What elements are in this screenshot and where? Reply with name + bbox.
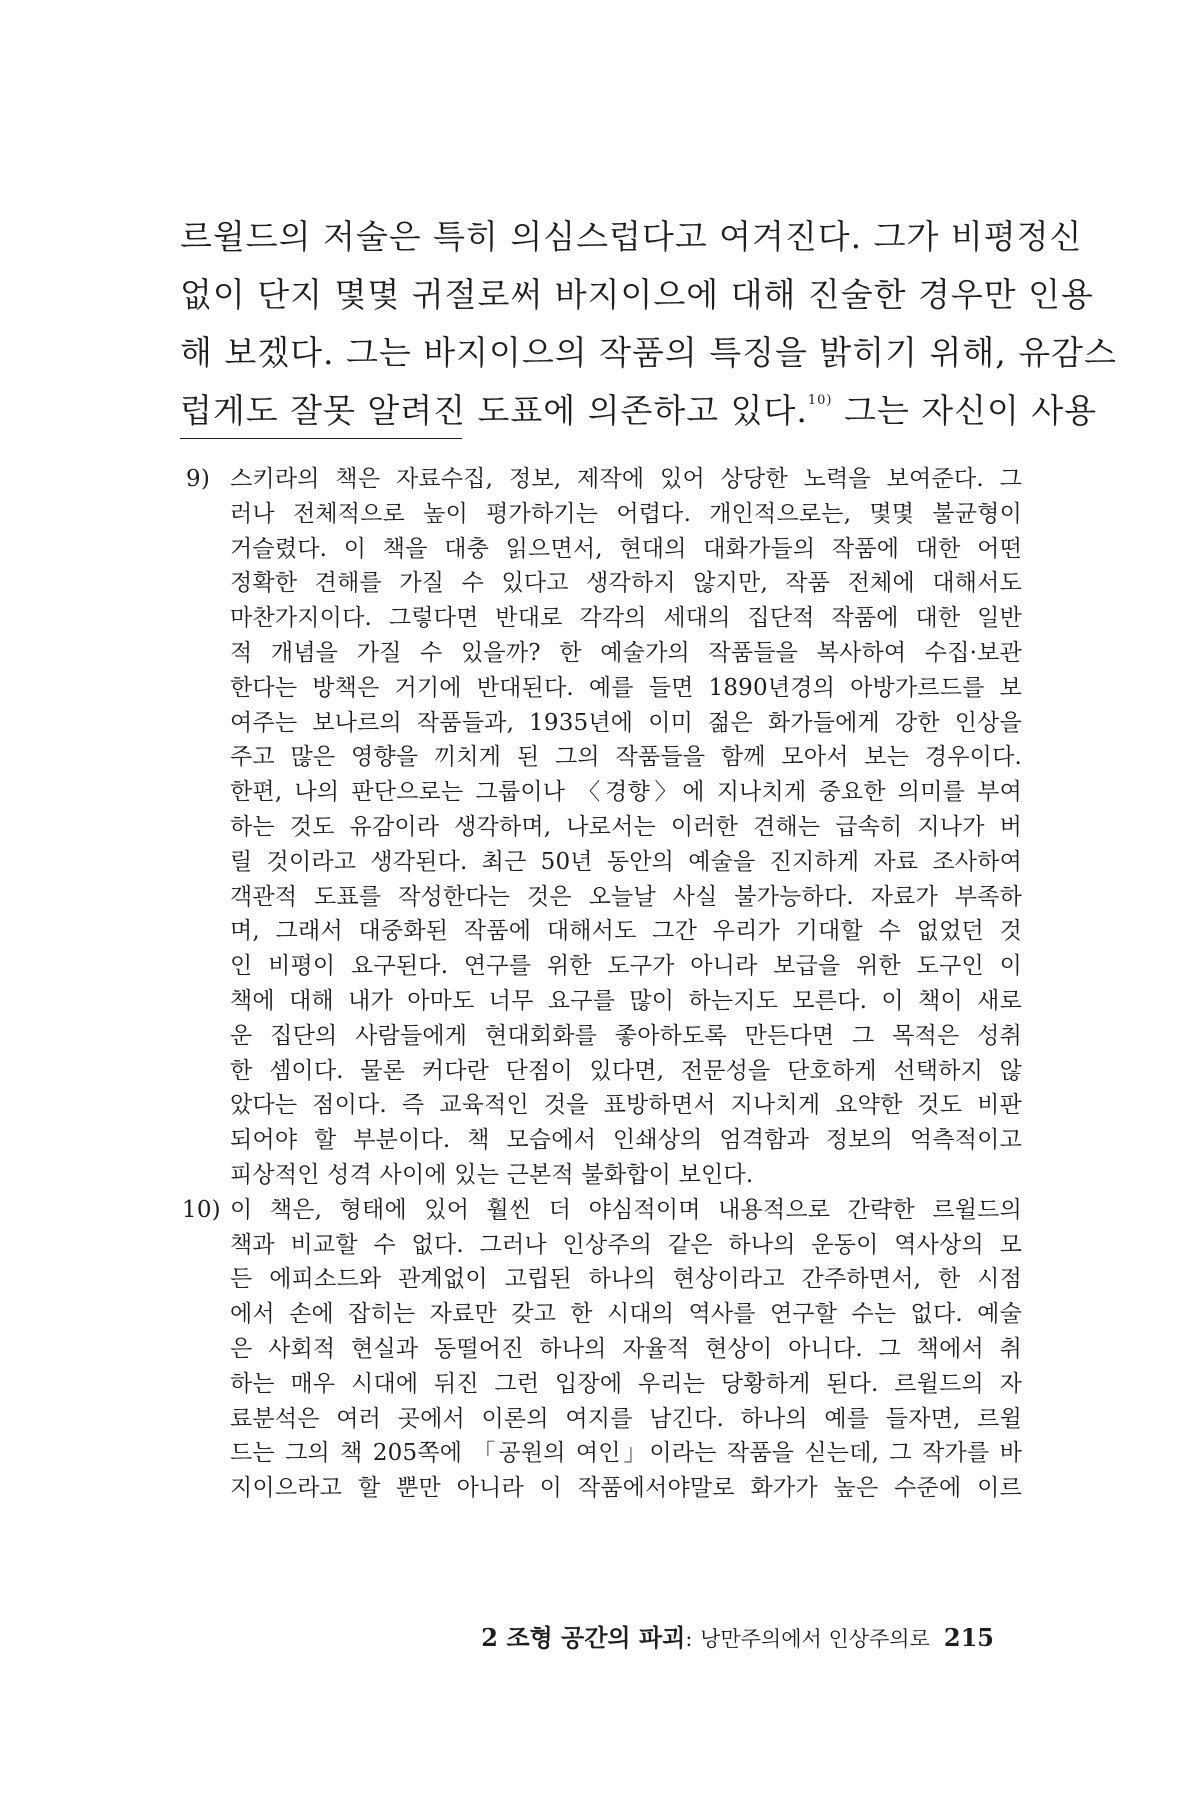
footnote-line: 지이으라고 할 뿐만 아니라 이 작품에서야말로 화가가 높은 수준에 이르 (230, 1475, 1022, 1502)
body-line: 르윌드의 저술은 특히 의심스럽다고 여겨진다. 그가 비평정신 (180, 217, 1083, 256)
footnote-line: 인 비평이 요구된다. 연구를 위한 도구가 아니라 보급을 위한 도구인 이 (230, 953, 1022, 980)
footnote-line: 피상적인 성격 사이에 있는 근본적 불화합이 보인다. (230, 1161, 754, 1188)
footnote-9 (186, 462, 1022, 1193)
footnote-line: 드는 그의 책 205쪽에 「공원의 여인」이라는 작품을 싣는데, 그 작가를 바 (230, 1440, 1022, 1467)
footnote-line: 책과 비교할 수 없다. 그러나 인상주의 같은 하나의 운동이 역사상의 모 (230, 1231, 1022, 1258)
footnote-line: 스키라의 책은 자료수집, 정보, 제작에 있어 상당한 노력을 보여준다. 그 (230, 466, 1022, 492)
footnote-line: 에서 손에 잡히는 자료만 갖고 한 시대의 역사를 연구할 수는 없다. 예술 (230, 1301, 1022, 1328)
body-line-head: 럽게도 잘못 알려진 도표에 의존하고 있다. (180, 391, 808, 430)
footnote-line: 정확한 견해를 가질 수 있다고 생각하지 않지만, 작품 전체에 대해서도 (230, 570, 1022, 597)
footnote-line: 하는 매우 시대에 뒤진 그런 입장에 우리는 당황하게 된다. 르윌드의 자 (230, 1370, 1022, 1397)
body-line: 없이 단지 몇몇 귀절로써 바지이으에 대해 진술한 경우만 인용 (180, 275, 1094, 314)
footnote-line: 한 셈이다. 물론 커다란 단점이 있다면, 전문성을 단호하게 선택하지 않 (230, 1057, 1022, 1084)
footnote-line: 릴 것이라고 생각된다. 최근 50년 동안의 예술을 진지하게 자료 조사하여 (230, 848, 1022, 875)
chapter-title: 2 조형 공간의 파괴 (481, 1623, 686, 1652)
footnote-line: 되어야 할 부분이다. 책 모습에서 인쇄상의 엄격함과 정보의 억측적이고 (230, 1127, 1022, 1154)
footnote-line: 책에 대해 내가 아마도 너무 요구를 많이 하는지도 모른다. 이 책이 새로 (230, 987, 1022, 1014)
footnote-10 (182, 1193, 1022, 1506)
footnote-line: 은 사회적 현실과 동떨어진 하나의 자율적 현상이 아니다. 그 책에서 취 (230, 1335, 1022, 1362)
chapter-subtitle: 낭만주의에서 인상주의로 (700, 1627, 930, 1651)
footnote-line: 객관적 도표를 작성한다는 것은 오늘날 사실 불가능하다. 자료가 부족하 (230, 883, 1022, 910)
footnote-line: 료분석은 여러 곳에서 이론의 여지를 남긴다. 하나의 예를 들자면, 르윌 (230, 1405, 1022, 1432)
body-line-with-note (180, 382, 1098, 440)
footnote-line: 여주는 보나르의 작품들과, 1935년에 이미 젊은 화가들에게 강한 인상을 (230, 709, 1022, 736)
footnote-line: 적 개념을 가질 수 있을까? 한 예술가의 작품들을 복사하여 수집·보관 (230, 639, 1022, 666)
footnote-line: 러나 전체적으로 높이 평가하기는 어렵다. 개인적으로는, 몇몇 불균형이 (230, 500, 1022, 527)
footnote-line: 았다는 점이다. 즉 교육적인 것을 표방하면서 지나치게 요약한 것도 비판 (230, 1092, 1022, 1119)
footnote-number: 10) (182, 1196, 221, 1223)
footnote-line: 든 에피소드와 관계없이 고립된 하나의 현상이라고 간주하면서, 한 시점 (230, 1266, 1022, 1293)
page-number: 215 (943, 1623, 994, 1652)
footnotes (182, 462, 1022, 1506)
body-line-tail: 그는 자신이 사용 (844, 391, 1098, 430)
footnote-divider (180, 438, 462, 439)
footnote-line: 주고 많은 영향을 끼치게 된 그의 작품들을 함께 모아서 보는 경우이다. (230, 744, 1022, 771)
footnote-line: 한다는 방책은 거기에 반대된다. 예를 들면 1890년경의 아방가르드를 보 (230, 674, 1022, 701)
footer-separator: : (685, 1627, 693, 1651)
footnote-number: 9) (186, 466, 211, 492)
running-footer (454, 1618, 994, 1653)
footnote-line: 며, 그래서 대중화된 작품에 대해서도 그간 우리가 기대할 수 없었던 것 (230, 918, 1022, 945)
footnote-line: 거슬렸다. 이 책을 대충 읽으면서, 현대의 대화가들의 작품에 대한 어떤 (230, 535, 1022, 562)
footnote-line: 이 책은, 형태에 있어 훨씬 더 야심적이며 내용적으로 간략한 르윌드의 (230, 1196, 1022, 1223)
footnote-line: 하는 것도 유감이라 생각하며, 나로서는 이러한 견해는 급속히 지나가 버 (230, 813, 1022, 840)
footnote-line: 한편, 나의 판단으로는 그룹이나 〈경향〉에 지나치게 중요한 의미를 부여 (230, 779, 1022, 806)
footnote-line: 마찬가지이다. 그렇다면 반대로 각각의 세대의 집단적 작품에 대한 일반 (230, 605, 1022, 632)
body-paragraph (180, 208, 1117, 440)
body-line: 해 보겠다. 그는 바지이으의 작품의 특징을 밝히기 위해, 유감스 (180, 333, 1117, 372)
footnote-reference: 10) (807, 393, 833, 408)
footnote-line: 운 집단의 사람들에게 현대회화를 좋아하도록 만든다면 그 목적은 성취 (230, 1022, 1022, 1049)
